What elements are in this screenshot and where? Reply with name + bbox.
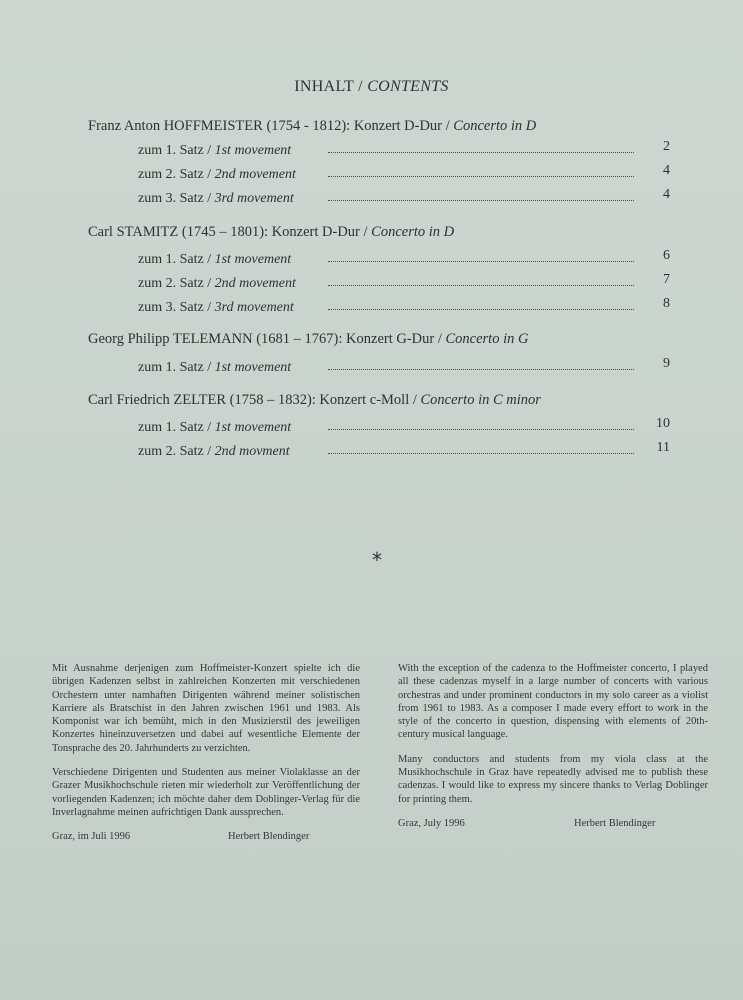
toc-entry[interactable] [138,296,670,320]
preface-english [398,662,708,831]
dot-leader [328,200,634,201]
concerto-title: Concerto in G [445,331,529,347]
entry-label-english: 1st movement [214,360,292,375]
toc-entry[interactable] [138,187,670,211]
signature-line [52,830,360,844]
page-number: 7 [663,272,670,287]
dot-leader [328,176,634,177]
entry-label-german: zum 1. Satz / [138,420,215,435]
entry-label-english: 3rd movement [214,191,294,206]
entry-label-german: zum 1. Satz / [138,360,215,375]
toc-section-heading [88,118,536,135]
page-number: 11 [656,440,670,455]
entry-label-german: zum 3. Satz / [138,300,215,315]
page-title [0,78,743,96]
signature-line [398,817,708,831]
dot-leader [328,369,634,370]
entry-label-english: 2nd movment [214,444,290,459]
concerto-title: Concerto in D [371,224,455,240]
toc-entry[interactable] [138,163,670,187]
preface-paragraph: Many conductors and students from my viola class at the Musikhochschule in Graz have repeatedly advised me to publish these cadenzas. I would like to express my sincere thanks to Verlag Doblinger for printing them. [398,753,708,805]
composer-line: Georg Philipp TELEMANN (1681 – 1767): Konzert G-Dur / [88,331,446,347]
signature-name: Herbert Blendinger [228,831,310,843]
concerto-title: Concerto in C minor [420,392,541,408]
title-english: CONTENTS [367,78,449,95]
dot-leader [328,309,634,310]
entry-label-english: 3rd movement [214,300,294,315]
entry-label-german: zum 2. Satz / [138,276,215,291]
separator-asterisk: * [372,548,382,572]
composer-line: Franz Anton HOFFMEISTER (1754 - 1812): Konzert D-Dur / [88,118,454,134]
signature-place-date: Graz, im Juli 1996 [52,831,131,843]
composer-line: Carl STAMITZ (1745 – 1801): Konzert D-Dur / [88,224,372,240]
toc-entry[interactable] [138,440,670,464]
entry-label-english: 1st movement [214,143,292,158]
entry-label-german: zum 3. Satz / [138,191,215,206]
title-german: INHALT / [294,78,368,95]
entry-label-english: 1st movement [214,252,292,267]
dot-leader [328,453,634,454]
dot-leader [328,429,634,430]
toc-entry[interactable] [138,416,670,440]
toc-entry[interactable] [138,272,670,296]
preface-paragraph: With the exception of the cadenza to the Hoffmeister concerto, I played all these cadenzas myself in a large number of concerts with various orchestras and under prominent conductors in my solo career as a violist from 1961 to 1983. As a composer I made every effort to work in the style of the concerto in question, dispensing with elements of 20th-century musical language. [398,663,708,741]
dot-leader [328,152,634,153]
dot-leader [328,261,634,262]
toc-section-heading [88,224,454,241]
entry-label-german: zum 2. Satz / [138,167,215,182]
entry-label-english: 2nd movement [214,167,296,182]
preface-paragraph: Mit Ausnahme derjenigen zum Hoffmeister-Konzert spielte ich die übrigen Kadenzen selbst in zahlreichen Konzerten mit verschiedenen Orchestern unter namhaften Dirigenten während meiner solistischen Karriere als Bratschist in den Jahren zwischen 1961 und 1983. Als Komponist war ich bemüht, mich in den Musizierstil des jeweiligen Konzertes hineinzuversetzen und dabei auf wesentliche Elemente der Tonsprache des 20. Jahrhunderts zu verzichten. [52,663,360,754]
page-number: 4 [663,163,670,178]
page-number: 9 [663,356,670,371]
toc-section-heading [88,392,541,409]
toc-section-heading [88,331,528,348]
entry-label-english: 1st movement [214,420,292,435]
preface-paragraph: Verschiedene Dirigenten und Studenten aus meiner Violaklasse an der Grazer Musikhochschule rieten mir wiederholt zur Veröffentlichung der vorliegenden Kadenzen; ich möchte daher dem Doblinger-Verlag für die Inverlagnahme meinen aufrichtigen Dank aussprechen. [52,767,360,818]
entry-label-german: zum 1. Satz / [138,252,215,267]
page-number: 8 [663,296,670,311]
composer-line: Carl Friedrich ZELTER (1758 – 1832): Konzert c-Moll / [88,392,421,408]
signature-place-date: Graz, July 1996 [398,817,465,829]
entry-label-german: zum 2. Satz / [138,444,215,459]
preface-german [52,662,360,844]
page-number: 4 [663,187,670,202]
toc-entry[interactable] [138,139,670,163]
toc-entry[interactable] [138,356,670,380]
entry-label-german: zum 1. Satz / [138,143,215,158]
signature-name: Herbert Blendinger [574,817,656,829]
dot-leader [328,285,634,286]
entry-label-english: 2nd movement [214,276,296,291]
page-number: 10 [656,416,670,431]
toc-entry[interactable] [138,248,670,272]
concerto-title: Concerto in D [453,118,537,134]
page-number: 6 [663,248,670,263]
page-number: 2 [663,139,670,154]
